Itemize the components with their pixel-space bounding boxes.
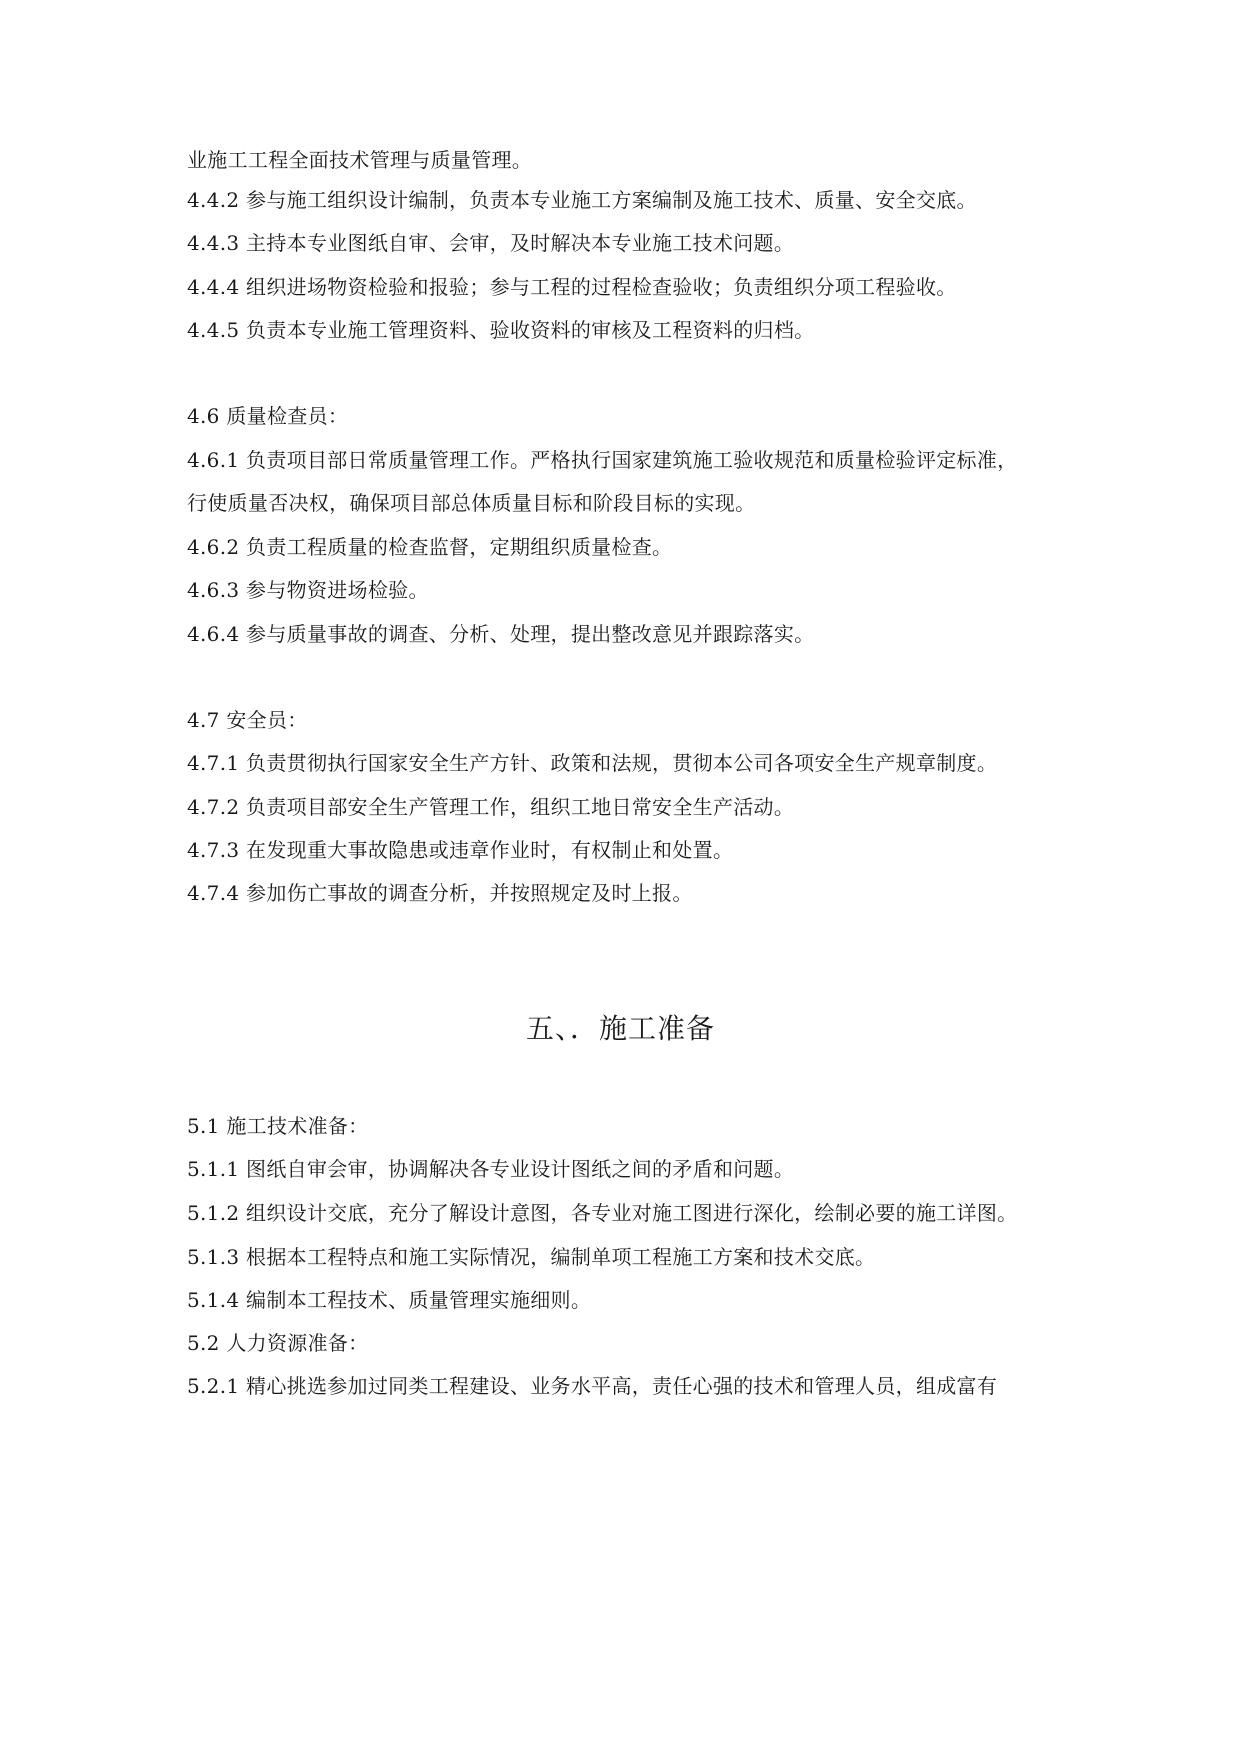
paragraph-line: 4.6.2 负责工程质量的检查监督，定期组织质量检查。 [187,535,673,559]
paragraph-line: 4.6.3 参与物资进场检验。 [187,578,429,602]
paragraph-line: 4.4.5 负责本专业施工管理资料、验收资料的审核及工程资料的归档。 [187,318,815,342]
paragraph-line: 5.1.4 编制本工程技术、质量管理实施细则。 [187,1288,592,1312]
paragraph-line: 4.4.2 参与施工组织设计编制，负责本专业施工方案编制及施工技术、质量、安全交底。 [187,188,977,212]
paragraph-line: 4.6.1 负责项目部日常质量管理工作。严格执行国家建筑施工验收规范和质量检验评定标准， [187,448,1018,472]
paragraph-line: 业施工工程全面技术管理与质量管理。 [187,148,533,172]
section-heading: 五、．施工准备 [525,1012,715,1045]
paragraph-line: 4.4.4 组织进场物资检验和报验；参与工程的过程检查验收；负责组织分项工程验收。 [187,275,957,299]
subsection-heading: 4.7 安全员： [187,708,308,732]
paragraph-line: 5.1.1 图纸自审会审，协调解决各专业设计图纸之间的矛盾和问题。 [187,1157,795,1181]
paragraph-line: 4.7.3 在发现重大事故隐患或违章作业时，有权制止和处置。 [187,838,734,862]
paragraph-line: 5.1.2 组织设计交底，充分了解设计意图，各专业对施工图进行深化，绘制必要的施工详图。 [187,1201,1018,1225]
paragraph-line: 行使质量否决权，确保项目部总体质量目标和阶段目标的实现。 [187,491,756,515]
paragraph-line: 5.2.1 精心挑选参加过同类工程建设、业务水平高，责任心强的技术和管理人员，组成富有 [187,1374,998,1398]
paragraph-line: 5.1.3 根据本工程特点和施工实际情况，编制单项工程施工方案和技术交底。 [187,1245,876,1269]
paragraph-line: 4.4.3 主持本专业图纸自审、会审，及时解决本专业施工技术问题。 [187,231,795,255]
subsection-heading: 5.2 人力资源准备： [187,1331,369,1355]
paragraph-line: 4.7.2 负责项目部安全生产管理工作，组织工地日常安全生产活动。 [187,795,795,819]
subsection-heading: 4.6 质量检查员： [187,404,349,428]
paragraph-line: 4.7.4 参加伤亡事故的调查分析，并按照规定及时上报。 [187,881,693,905]
subsection-heading: 5.1 施工技术准备： [187,1114,369,1138]
paragraph-line: 4.7.1 负责贯彻执行国家安全生产方针、政策和法规，贯彻本公司各项安全生产规章制度。 [187,751,998,775]
paragraph-line: 4.6.4 参与质量事故的调查、分析、处理，提出整改意见并跟踪落实。 [187,622,815,646]
